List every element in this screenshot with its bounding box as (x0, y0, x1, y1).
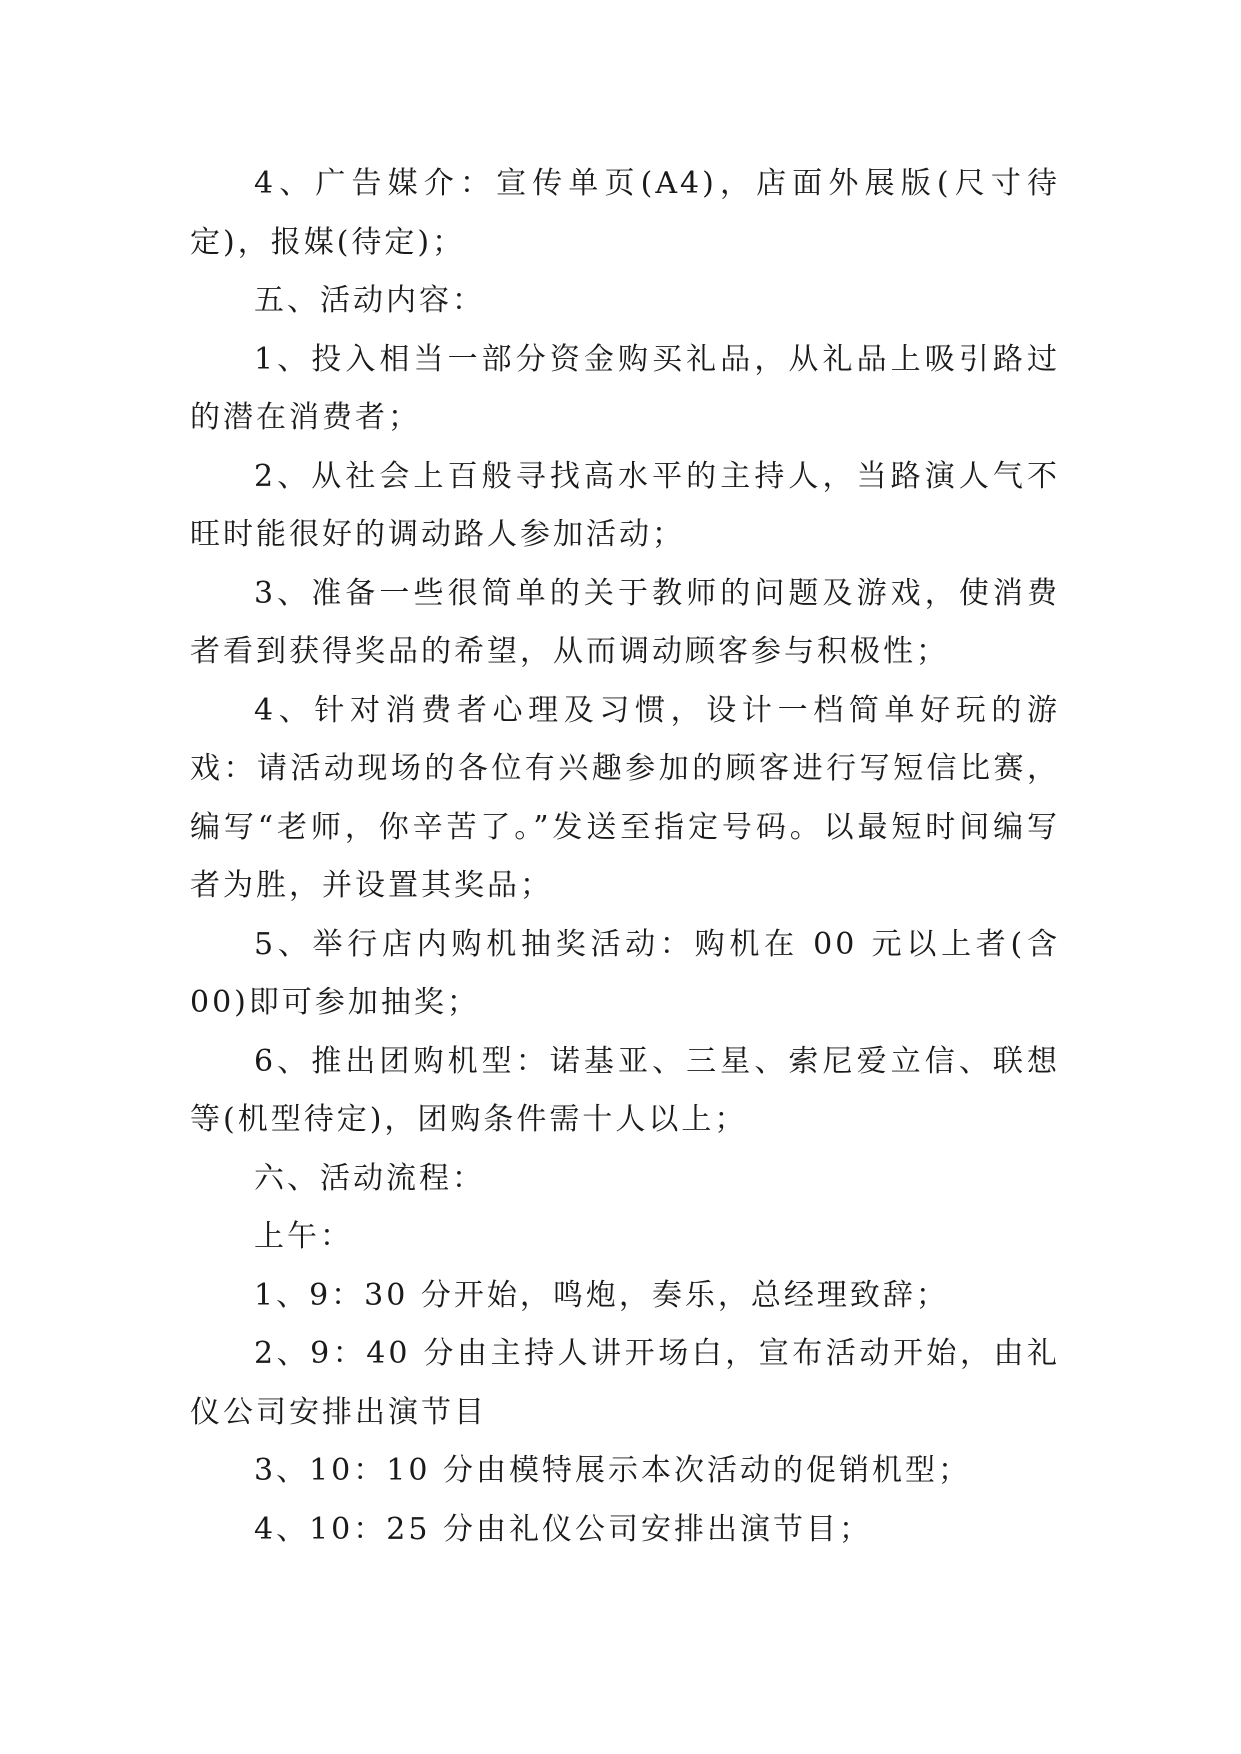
paragraph-lottery: 5、举行店内购机抽奖活动：购机在 00 元以上者(含 00)即可参加抽奖； (190, 926, 1060, 1020)
schedule-item-4: 4、10：25 分由礼仪公司安排出演节目； (254, 1511, 872, 1547)
heading-activity-flow: 六、活动流程： (254, 1160, 485, 1196)
paragraph-gifts: 1、投入相当一部分资金购买礼品，从礼品上吸引路过的潜在消费者； (190, 341, 1060, 435)
heading-activity-content: 五、活动内容： (254, 283, 485, 318)
schedule-item-3: 3、10：10 分由模特展示本次活动的促销机型； (254, 1453, 971, 1488)
schedule-item-2: 2、9：40 分由主持人讲开场白，宣布活动开始，由礼仪公司安排出演节目 (190, 1336, 1060, 1430)
schedule-item-1: 1、9：30 分开始，鸣炮，奏乐，总经理致辞； (254, 1277, 949, 1313)
paragraph-host: 2、从社会上百般寻找高水平的主持人，当路演人气不旺时能很好的调动路人参加活动； (190, 458, 1060, 552)
document-body (190, 155, 1060, 1559)
heading-morning: 上午： (254, 1219, 353, 1254)
paragraph-sms-contest: 4、针对消费者心理及习惯，设计一档简单好玩的游戏：请活动现场的各位有兴趣参加的顾客进行写短信比赛，编写“老师，你辛苦了。”发送至指定号码。以最短时间编写者为胜，并设置其奖品； (190, 692, 1060, 903)
paragraph-ad-media: 4、广告媒介：宣传单页(A4)，店面外展版(尺寸待定)，报媒(待定)； (190, 166, 1060, 260)
paragraph-games: 3、准备一些很简单的关于教师的问题及游戏，使消费者看到获得奖品的希望，从而调动顾客参与积极性； (190, 575, 1060, 669)
paragraph-group-purchase: 6、推出团购机型：诺基亚、三星、索尼爱立信、联想等(机型待定)，团购条件需十人以上； (190, 1043, 1060, 1137)
